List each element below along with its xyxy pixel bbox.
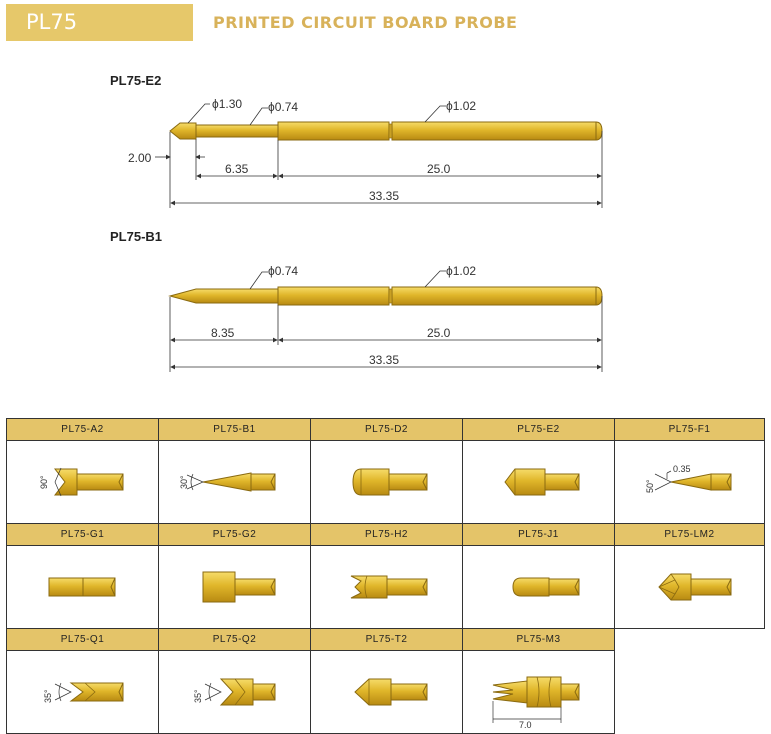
tip-cell bbox=[310, 440, 463, 524]
tip-cell bbox=[6, 440, 159, 524]
tip-cell bbox=[158, 545, 311, 629]
star-crown-tip-icon bbox=[659, 574, 731, 600]
tip-name-pl75-j1: PL75-J1 bbox=[462, 523, 615, 546]
tip-name-pl75-g2: PL75-G2 bbox=[158, 523, 311, 546]
tip-cell bbox=[462, 440, 615, 524]
multi-prong-tip-icon bbox=[493, 677, 579, 723]
tip-name-pl75-f1: PL75-F1 bbox=[614, 418, 765, 441]
tip-cell bbox=[462, 650, 615, 734]
spear-30-tip-icon bbox=[187, 473, 275, 491]
e2-dim-plunger: 6.35 bbox=[225, 162, 249, 176]
e2-dim-total: 33.35 bbox=[369, 189, 400, 203]
tip-styles-table bbox=[6, 418, 764, 732]
tip-cell bbox=[614, 545, 765, 629]
tip-name-pl75-h2: PL75-H2 bbox=[310, 523, 463, 546]
tip-annotation: 90° bbox=[39, 475, 49, 489]
needle-50-tip-icon bbox=[655, 471, 731, 490]
cup-90-tip-icon bbox=[55, 468, 123, 496]
tip-name-pl75-m3: PL75-M3 bbox=[462, 628, 615, 651]
b1-dim-barrel: 25.0 bbox=[427, 326, 451, 340]
tip-name-pl75-e2: PL75-E2 bbox=[462, 418, 615, 441]
flat-wide-tip-icon bbox=[203, 572, 275, 602]
crown-wide-35-tip-icon bbox=[205, 679, 275, 705]
tip-name-pl75-d2: PL75-D2 bbox=[310, 418, 463, 441]
tip-annotation: 35° bbox=[193, 689, 203, 703]
tip-cell bbox=[158, 440, 311, 524]
tip-annotation: 50° bbox=[645, 479, 655, 493]
bullet-tip-icon bbox=[513, 578, 579, 596]
e2-dia-barrel: ϕ1.02 bbox=[446, 99, 477, 113]
tip-name-pl75-t2: PL75-T2 bbox=[310, 628, 463, 651]
tip-name-pl75-a2: PL75-A2 bbox=[6, 418, 159, 441]
b1-dia-barrel: ϕ1.02 bbox=[446, 264, 477, 278]
tip-cell bbox=[614, 440, 765, 524]
flat-tip-icon bbox=[49, 578, 115, 596]
crown-35-tip-icon bbox=[55, 683, 123, 701]
tip-name-pl75-g1: PL75-G1 bbox=[6, 523, 159, 546]
tip-cell bbox=[462, 545, 615, 629]
probe-b1-body bbox=[170, 287, 602, 305]
e2-dim-tip: 2.00 bbox=[128, 151, 152, 165]
probe-e2-label: PL75-E2 bbox=[110, 73, 162, 88]
b1-dia-plunger: ϕ0.74 bbox=[268, 264, 299, 278]
serrated-crown-tip-icon bbox=[351, 576, 427, 598]
probe-e2-body bbox=[170, 122, 602, 140]
tip-cell bbox=[310, 650, 463, 734]
e2-dia-head: ϕ1.30 bbox=[212, 97, 243, 111]
tip-annotation-secondary: 0.35 bbox=[673, 464, 691, 474]
tip-cell bbox=[310, 545, 463, 629]
tip-cell bbox=[6, 650, 159, 734]
page-title: PRINTED CIRCUIT BOARD PROBE bbox=[213, 13, 518, 32]
b1-dim-plunger: 8.35 bbox=[211, 326, 235, 340]
tip-annotation: 7.0 bbox=[519, 720, 532, 730]
tip-annotation: 30° bbox=[179, 475, 189, 489]
tip-cell bbox=[158, 650, 311, 734]
tip-annotation: 35° bbox=[43, 689, 53, 703]
e2-dia-plunger: ϕ0.74 bbox=[268, 100, 299, 114]
round-head-tip-icon bbox=[353, 469, 427, 495]
tip-name-pl75-q1: PL75-Q1 bbox=[6, 628, 159, 651]
tip-name-pl75-b1: PL75-B1 bbox=[158, 418, 311, 441]
chisel-tip-icon bbox=[355, 679, 427, 705]
tip-cell bbox=[6, 545, 159, 629]
e2-dim-barrel: 25.0 bbox=[427, 162, 451, 176]
probe-b1-label: PL75-B1 bbox=[110, 229, 163, 244]
header-tab-label: PL75 bbox=[26, 10, 78, 34]
b1-dim-total: 33.35 bbox=[369, 353, 400, 367]
tip-name-pl75-q2: PL75-Q2 bbox=[158, 628, 311, 651]
tip-name-pl75-lm2: PL75-LM2 bbox=[614, 523, 765, 546]
bevel-head-tip-icon bbox=[505, 469, 579, 495]
